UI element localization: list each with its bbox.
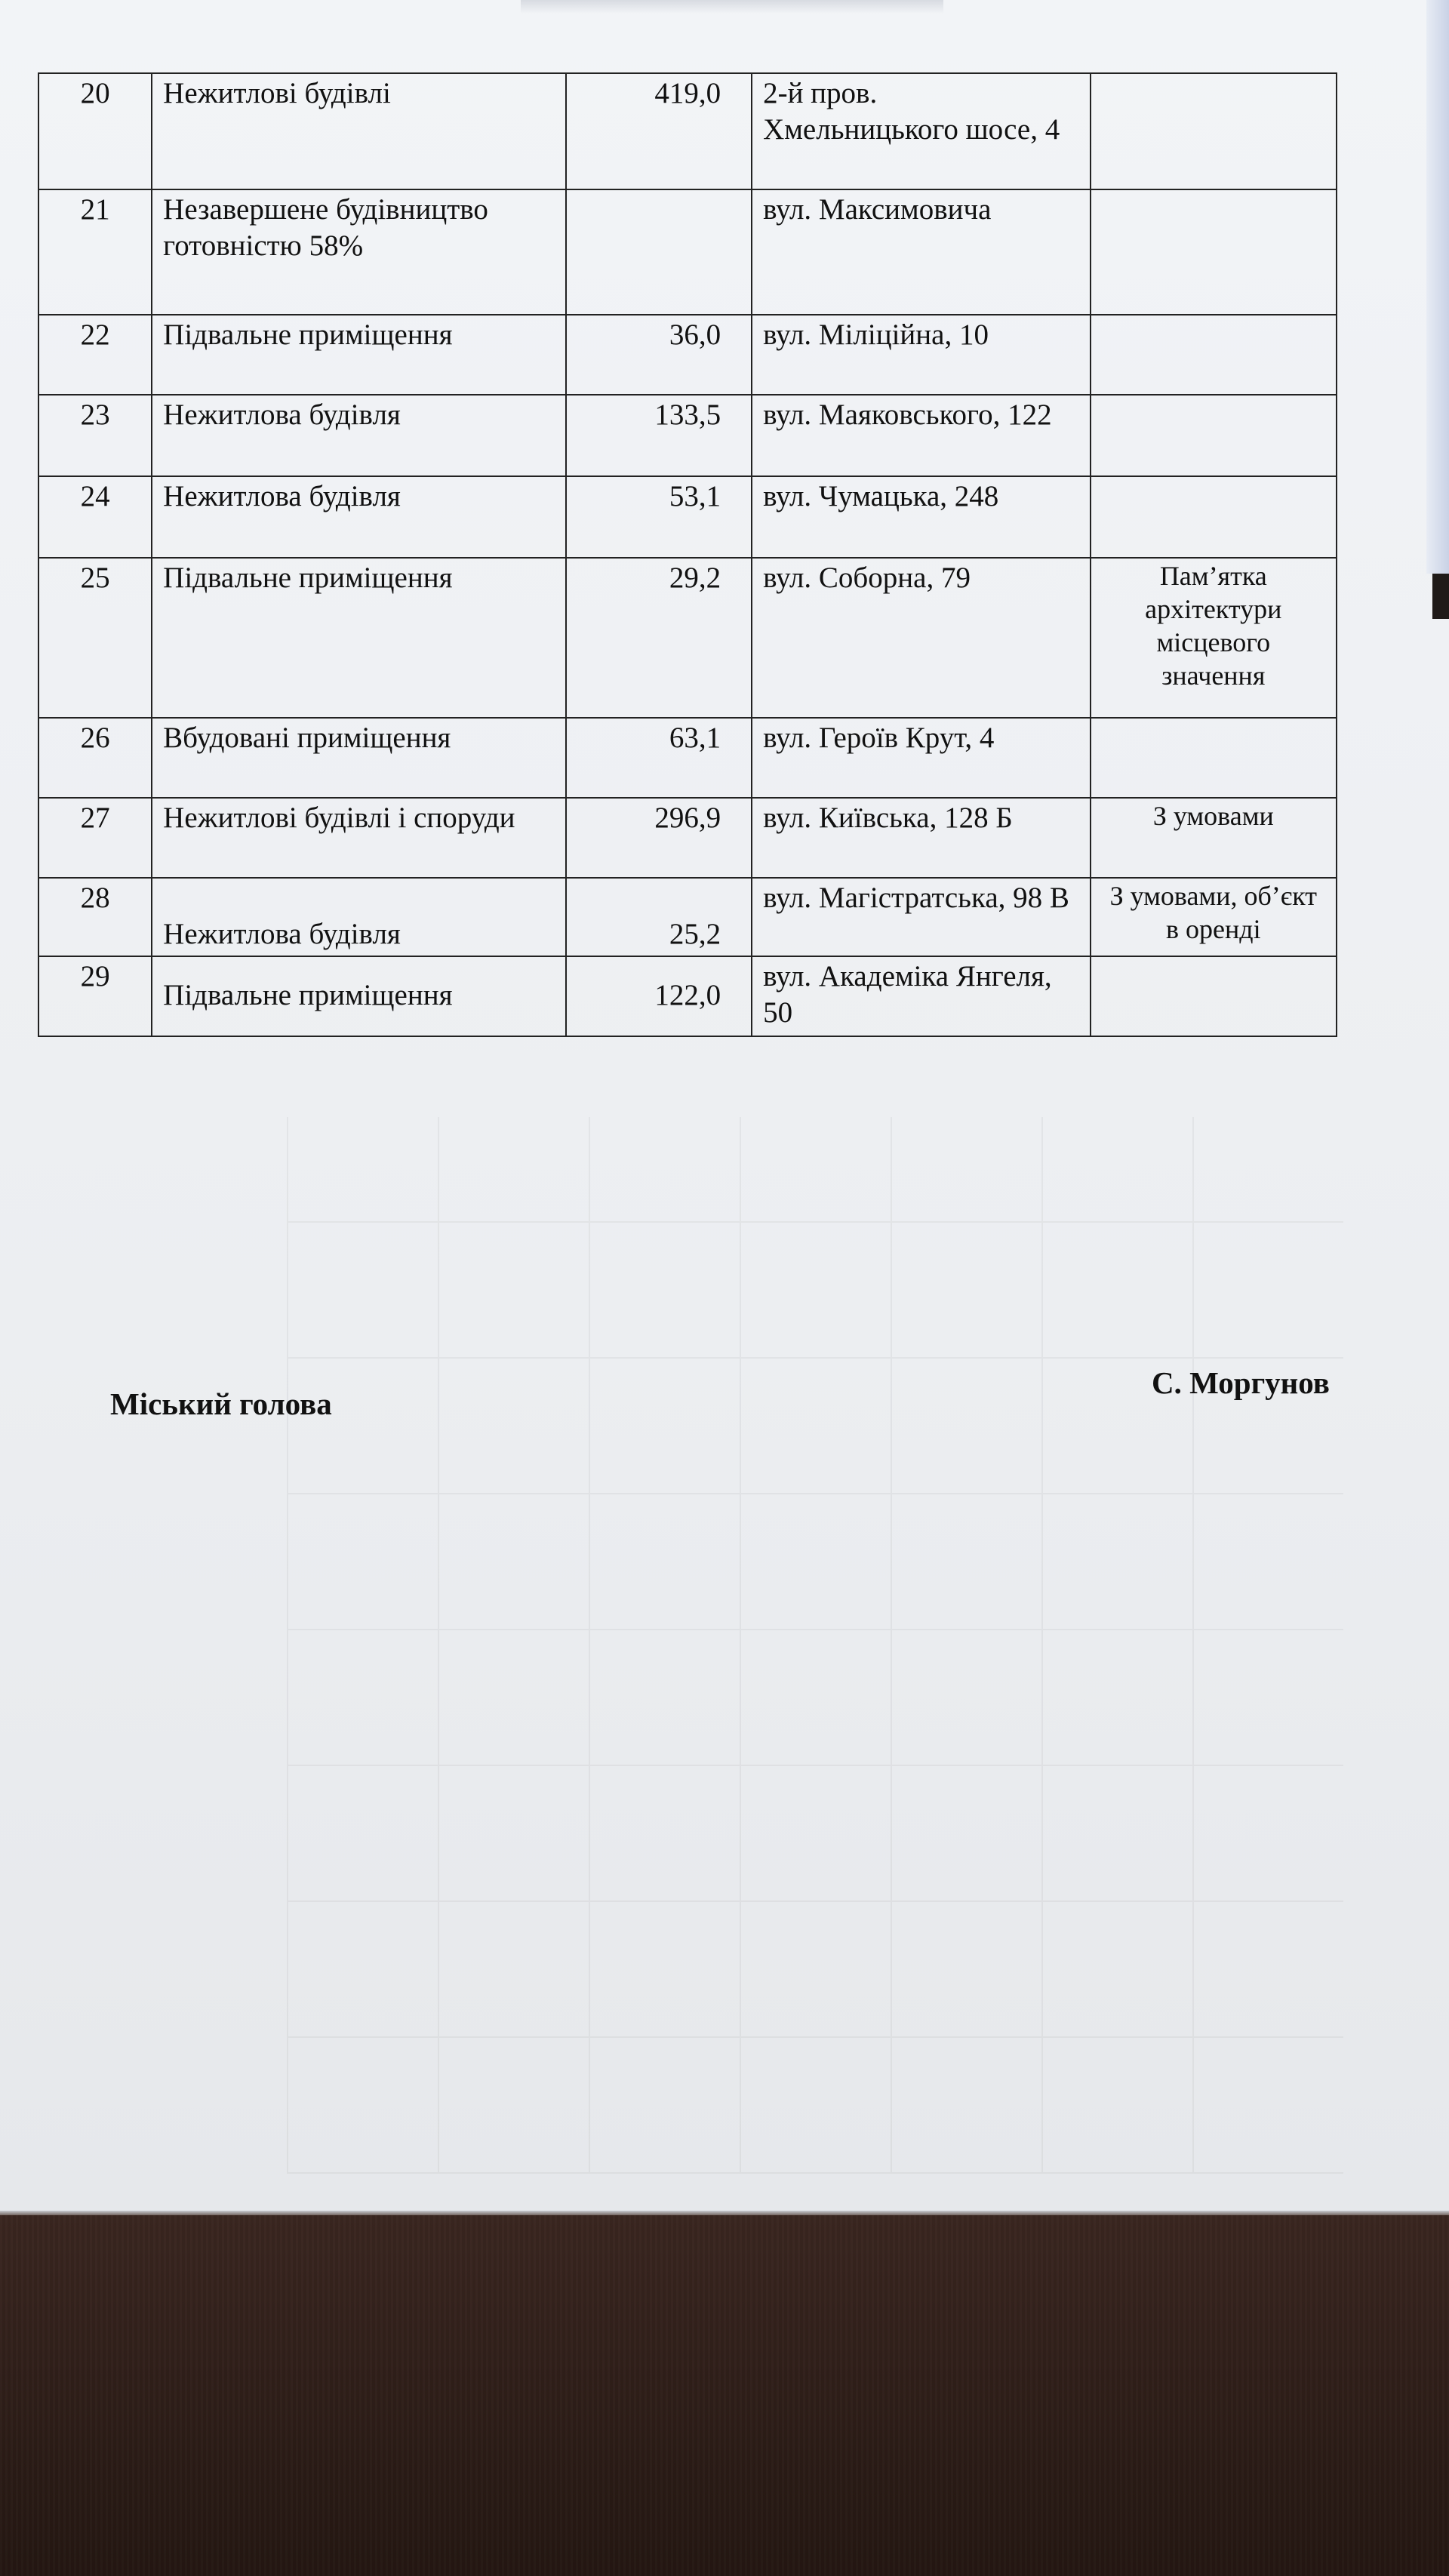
object-note [1091,476,1337,558]
object-name: Підвальне приміщення [152,956,566,1036]
table-row [38,395,1337,476]
object-area: 122,0 [566,956,752,1036]
object-note: З умовами, об’єкт в оренді [1091,878,1337,956]
object-area: 36,0 [566,315,752,395]
object-address: вул. Маяковського, 122 [752,395,1091,476]
object-name: Нежитлова будівля [152,395,566,476]
signatory-position: Міський голова [110,1386,332,1421]
object-area: 419,0 [566,73,752,189]
table-row [38,73,1337,189]
row-number: 23 [38,395,152,476]
row-number: 25 [38,558,152,718]
object-name: Нежитлова будівля [152,878,566,956]
object-note: З умовами [1091,798,1337,878]
background-gap [1432,574,1449,619]
object-note [1091,315,1337,395]
table-row [38,798,1337,878]
row-number: 29 [38,956,152,1036]
row-number: 22 [38,315,152,395]
property-table [38,72,1337,1037]
table-row [38,878,1337,956]
object-area: 29,2 [566,558,752,718]
object-name: Незавершене будівництво готовністю 58% [152,189,566,315]
row-number: 21 [38,189,152,315]
object-area: 63,1 [566,718,752,798]
object-note [1091,956,1337,1036]
signatory-name: С. Моргунов [1152,1365,1330,1400]
object-name: Підвальне приміщення [152,558,566,718]
object-address: вул. Міліційна, 10 [752,315,1091,395]
row-number: 26 [38,718,152,798]
table-row [38,315,1337,395]
object-address: вул. Київська, 128 Б [752,798,1091,878]
table-row [38,718,1337,798]
object-note [1091,395,1337,476]
object-address: вул. Соборна, 79 [752,558,1091,718]
row-number: 24 [38,476,152,558]
object-name: Нежитлова будівля [152,476,566,558]
row-number: 27 [38,798,152,878]
row-number: 28 [38,878,152,956]
object-address: вул. Героїв Крут, 4 [752,718,1091,798]
previous-page-edge [521,0,943,14]
table-row [38,558,1337,718]
object-address: вул. Магістратська, 98 В [752,878,1091,956]
desk-surface [0,2215,1449,2576]
object-area: 296,9 [566,798,752,878]
object-name: Нежитлові будівлі [152,73,566,189]
object-note: Пам’ятка архітектури місцевого значення [1091,558,1337,718]
object-note [1091,189,1337,315]
object-area: 53,1 [566,476,752,558]
object-area: 25,2 [566,878,752,956]
table-row [38,956,1337,1036]
object-address: вул. Максимовича [752,189,1091,315]
show-through-print [287,1117,1343,2174]
object-name: Підвальне приміщення [152,315,566,395]
table-row [38,476,1337,558]
underlying-sheet [1426,0,1449,574]
object-name: Вбудовані приміщення [152,718,566,798]
object-area: 133,5 [566,395,752,476]
object-address: вул. Академіка Янгеля, 50 [752,956,1091,1036]
object-address: вул. Чумацька, 248 [752,476,1091,558]
object-note [1091,718,1337,798]
table-row [38,189,1337,315]
object-note [1091,73,1337,189]
object-address: 2-й пров. Хмельницького шосе, 4 [752,73,1091,189]
object-area [566,189,752,315]
object-name: Нежитлові будівлі і споруди [152,798,566,878]
row-number: 20 [38,73,152,189]
